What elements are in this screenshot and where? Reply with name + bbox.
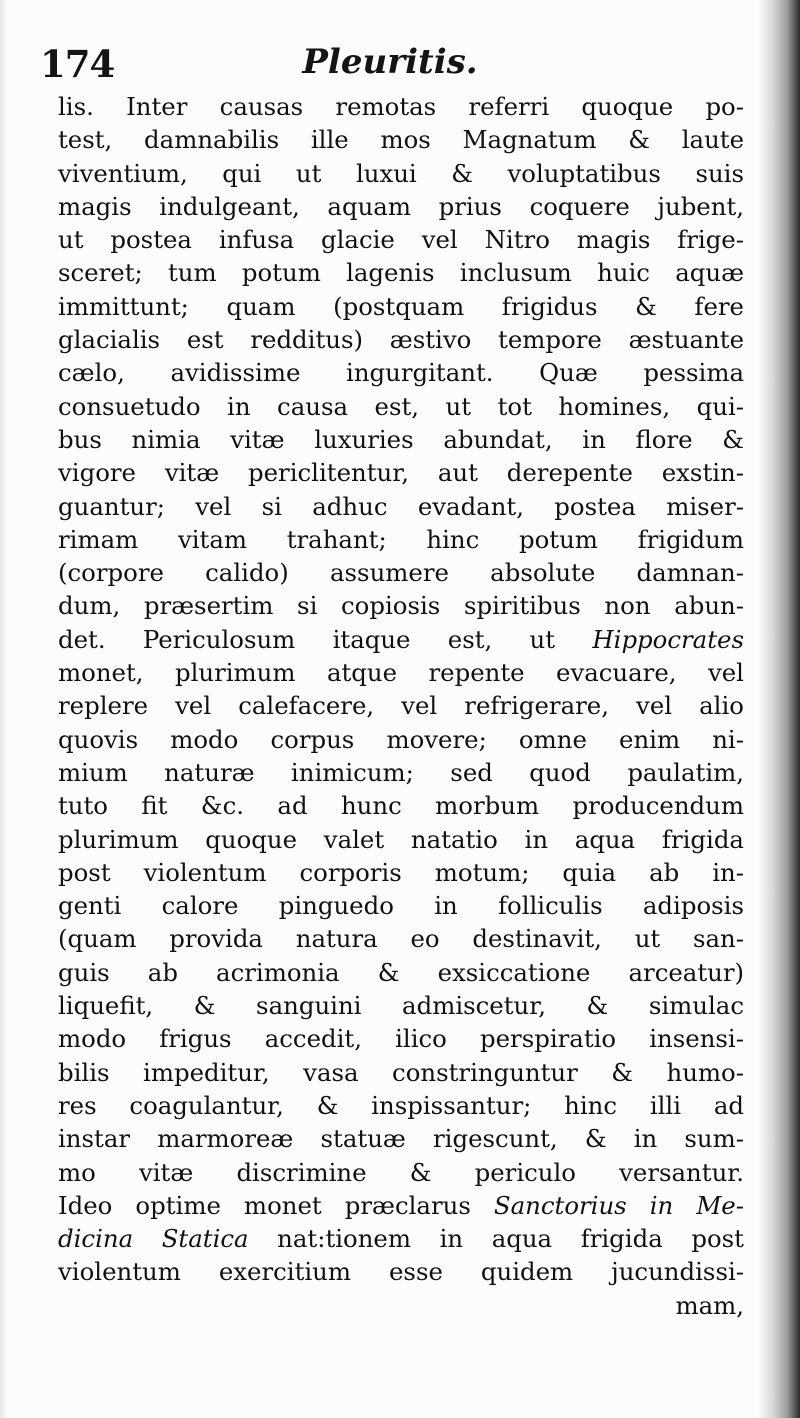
running-title: Pleuritis. (302, 42, 478, 82)
line-text: immittunt; quam (postquam frigidus & fere (58, 291, 744, 321)
text-line (58, 1022, 744, 1055)
page-edge-shading (0, 0, 8, 1418)
text-line (58, 190, 744, 223)
line-text: guantur; vel si adhuc evadant, postea miser- (58, 491, 744, 521)
text-line (58, 323, 744, 356)
text-line (58, 490, 744, 523)
line-text: test, damnabilis ille mos Magnatum & laute (58, 125, 744, 155)
text-line (58, 823, 744, 856)
line-text: dum, præsertim si copiosis spiritibus non abun- (58, 591, 744, 621)
text-line (58, 723, 744, 756)
line-text: nat:tionem in aqua frigida post (277, 1224, 744, 1254)
line-text: consuetudo in causa est, ut tot homines, qui- (58, 391, 744, 421)
line-text: sceret; tum potum lagenis inclusum huic aquæ (58, 258, 744, 288)
line-text: plurimum quoque valet natatio in aqua frigida (58, 824, 744, 854)
line-text: genti calore pinguedo in folliculis adiposis (58, 891, 744, 921)
text-line (58, 656, 744, 689)
text-line (58, 256, 744, 289)
text-line (58, 989, 744, 1022)
text-line (58, 889, 744, 922)
line-text: bus nimia vitæ luxuries abundat, in flore & (58, 424, 744, 454)
italic-name-sanctorius: Sanctorius in Me- (493, 1190, 744, 1220)
gutter-shadow (758, 0, 800, 1418)
line-text: cælo, avidissime ingurgitant. Quæ pessima (58, 358, 744, 388)
text-line (58, 856, 744, 889)
page-header (40, 42, 740, 90)
text-line (58, 956, 744, 989)
text-line (58, 423, 744, 456)
line-text: det. Periculosum itaque est, ut (58, 624, 556, 654)
text-line (58, 523, 744, 556)
text-line (58, 1089, 744, 1122)
line-text: glacialis est redditus) æstivo tempore æstuante (58, 325, 744, 355)
text-line (58, 1056, 744, 1089)
line-text: quovis modo corpus movere; omne enim ni- (58, 724, 744, 754)
text-line (58, 689, 744, 722)
text-line (58, 1122, 744, 1155)
line-text: mium naturæ inimicum; sed quod paulatim, (58, 757, 744, 787)
line-text: vigore vitæ periclitentur, aut derepente exstin- (58, 458, 744, 488)
text-line (58, 90, 744, 123)
line-text: viventium, qui ut luxui & voluptatibus suis (58, 158, 744, 188)
line-text: tuto fit &c. ad hunc morbum producendum (58, 791, 744, 821)
line-text: Ideo optime monet præclarus (58, 1190, 471, 1220)
text-line (58, 290, 744, 323)
text-line (58, 1156, 744, 1189)
line-text: liquefit, & sanguini admiscetur, & simulac (58, 991, 744, 1021)
text-line (58, 390, 744, 423)
text-line (58, 589, 744, 622)
catchword: mam, (675, 1290, 744, 1320)
page-number: 174 (40, 42, 115, 86)
line-text: res coagulantur, & inspissantur; hinc illi ad (58, 1090, 744, 1120)
line-text: instar marmoreæ statuæ rigescunt, & in sum- (58, 1124, 744, 1154)
text-line (58, 1222, 744, 1255)
line-text: rimam vitam trahant; hinc potum frigidum (58, 524, 744, 554)
line-text: guis ab acrimonia & exsiccatione arceatur) (58, 957, 744, 987)
line-text: violentum exercitium esse quidem jucundissi- (58, 1257, 744, 1287)
text-line (58, 356, 744, 389)
text-line (58, 1189, 744, 1222)
line-text: bilis impeditur, vasa constringuntur & humo- (58, 1057, 744, 1087)
line-text: replere vel calefacere, vel refrigerare, vel alio (58, 691, 744, 721)
line-text: lis. Inter causas remotas referri quoque po- (58, 92, 744, 121)
text-line (58, 623, 744, 656)
line-text: ut postea infusa glacie vel Nitro magis frige- (58, 225, 744, 255)
text-line (58, 756, 744, 789)
text-line (58, 157, 744, 190)
text-line (58, 223, 744, 256)
line-text: monet, plurimum atque repente evacuare, vel (58, 658, 744, 688)
line-text: modo frigus accedit, ilico perspiratio insensi- (58, 1024, 744, 1054)
text-line (58, 922, 744, 955)
italic-title-medicina-statica: dicina Statica (58, 1224, 249, 1254)
text-line (58, 556, 744, 589)
line-text: mo vitæ discrimine & periculo versantur. (58, 1157, 744, 1187)
text-line (58, 123, 744, 156)
line-text: magis indulgeant, aquam prius coquere jubent, (58, 191, 744, 221)
line-text: post violentum corporis motum; quia ab in- (58, 857, 744, 887)
text-line (58, 456, 744, 489)
text-line (58, 789, 744, 822)
line-text: (quam provida natura eo destinavit, ut san- (58, 924, 744, 954)
text-line (58, 1255, 744, 1288)
line-text: (corpore calido) assumere absolute damnan- (58, 558, 744, 588)
body-text (58, 90, 744, 1322)
italic-name-hippocrates: Hippocrates (592, 624, 744, 654)
catchword-line (58, 1289, 744, 1322)
